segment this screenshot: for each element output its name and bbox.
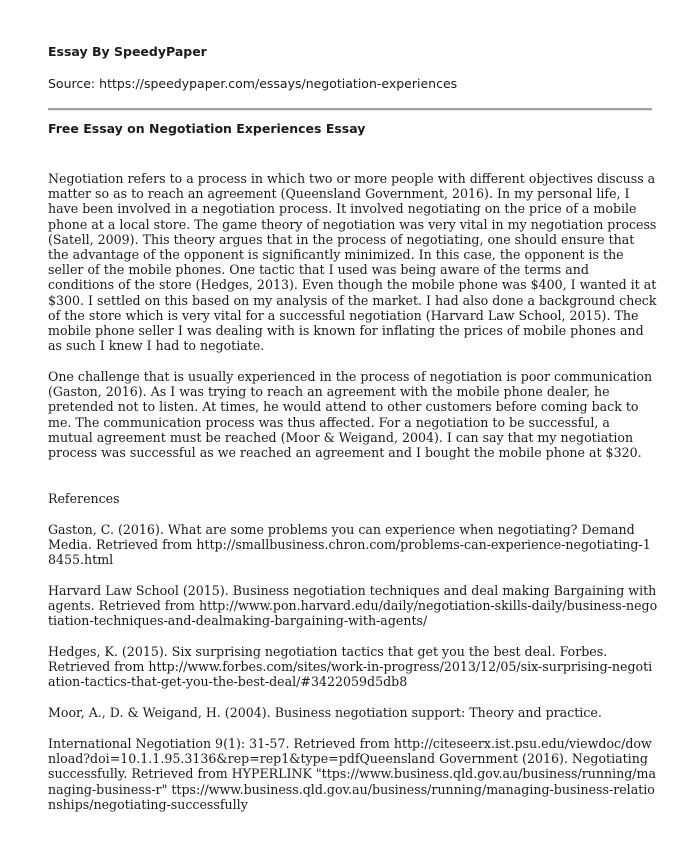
reference-item [48, 522, 658, 568]
essay-paragraph: One challenge that is usually experienced in the process of negotiation is poor communication (Gaston, 2016). As I was trying to reach an agreement with the mobile phone dealer, he pretended not to listen. At times, he would attend to other customers before coming back to me. The communication process was thus affected. For a negotiation to be successful, a mutual agreement must be reached (Moor & Weigand, 2004). I can say that my negotiation process was successful as we reached an agreement and I bought the mobile phone at $320. [48, 368, 653, 460]
reference-url: http://www.pon.harvard.edu/daily/negotiation-skills-daily/business-negotiation-techniques-and-dealmaking-bargaining-with-agents/ [48, 598, 658, 629]
header-divider [48, 108, 652, 111]
source-url-link[interactable]: https://speedypaper.com/essays/negotiation-experiences [99, 76, 458, 91]
reference-text: Gaston, C. (2016). What are some problems you can experience when negotiating? Demand Media. Retrieved from [48, 521, 635, 553]
reference-item [48, 583, 658, 629]
reference-text: Harvard Law School (2015). Business negotiation techniques and deal making Bargaining with agents. Retrieved from [48, 582, 657, 614]
references-heading: References [48, 491, 120, 507]
source-line [48, 76, 658, 92]
reference-text: International Negotiation 9(1): 31-57. Retrieved from [48, 735, 390, 751]
reference-item [48, 736, 658, 812]
site-title: Essay By SpeedyPaper [48, 44, 207, 59]
reference-text: Hedges, K. (2015). Six surprising negotiation tactics that get you the best deal. Forbes. Retrieved from [48, 644, 608, 675]
page-header [48, 44, 658, 92]
reference-url: http://citeseerx.ist.psu.edu/viewdoc/download?doi=10.1.1.95.3136&rep=rep1&type=pdfQueensland Government (2016). Negotiating successfully. Retrieved from HYPERLINK "ttps://www.business.qld.gov.au/business/running/managing-business-r" ttps://www.business.qld.gov.au/business/running/managing-business-relationships/negotiating-successfully [48, 735, 656, 812]
essay-body [48, 171, 658, 827]
reference-url: http://www.forbes.com/sites/work-in-progress/2013/12/05/six-surprising-negotiation-tactics-that-get-you-the-best-deal/#3422059d5db8 [48, 659, 653, 690]
source-label: Source: [48, 76, 96, 91]
essay-paragraph: Negotiation refers to a process in which two or more people with different objectives discuss a matter so as to reach an agreement (Queensland Government, 2016). In my personal life, I have been involved in a negotiation process. It involved negotiating on the price of a mobile phone at a local store. The game theory of negotiation was very vital in my negotiation process (Satell, 2009). This theory argues that in the process of negotiating, one should ensure that the advantage of the opponent is significantly minimized. In this case, the opponent is the seller of the mobile phones. One tactic that I used was being aware of the terms and conditions of the store (Hedges, 2013). Even though the mobile phone was $400, I wanted it at $300. I settled on this based on my analysis of the market. I had also done a background check of the store which is very vital for a successful negotiation (Harvard Law School, 2015). The mobile phone seller I was dealing with is known for inflating the prices of mobile phones and as such I knew I had to negotiate. [48, 171, 657, 354]
reference-item [48, 644, 658, 690]
essay-title: Free Essay on Negotiation Experiences Essay [48, 121, 366, 136]
reference-item [48, 705, 658, 720]
reference-url: http://smallbusiness.chron.com/problems-can-experience-negotiating-18455.html [48, 537, 651, 568]
reference-text: Moor, A., D. & Weigand, H. (2004). Business negotiation support: Theory and practice. [48, 705, 602, 721]
